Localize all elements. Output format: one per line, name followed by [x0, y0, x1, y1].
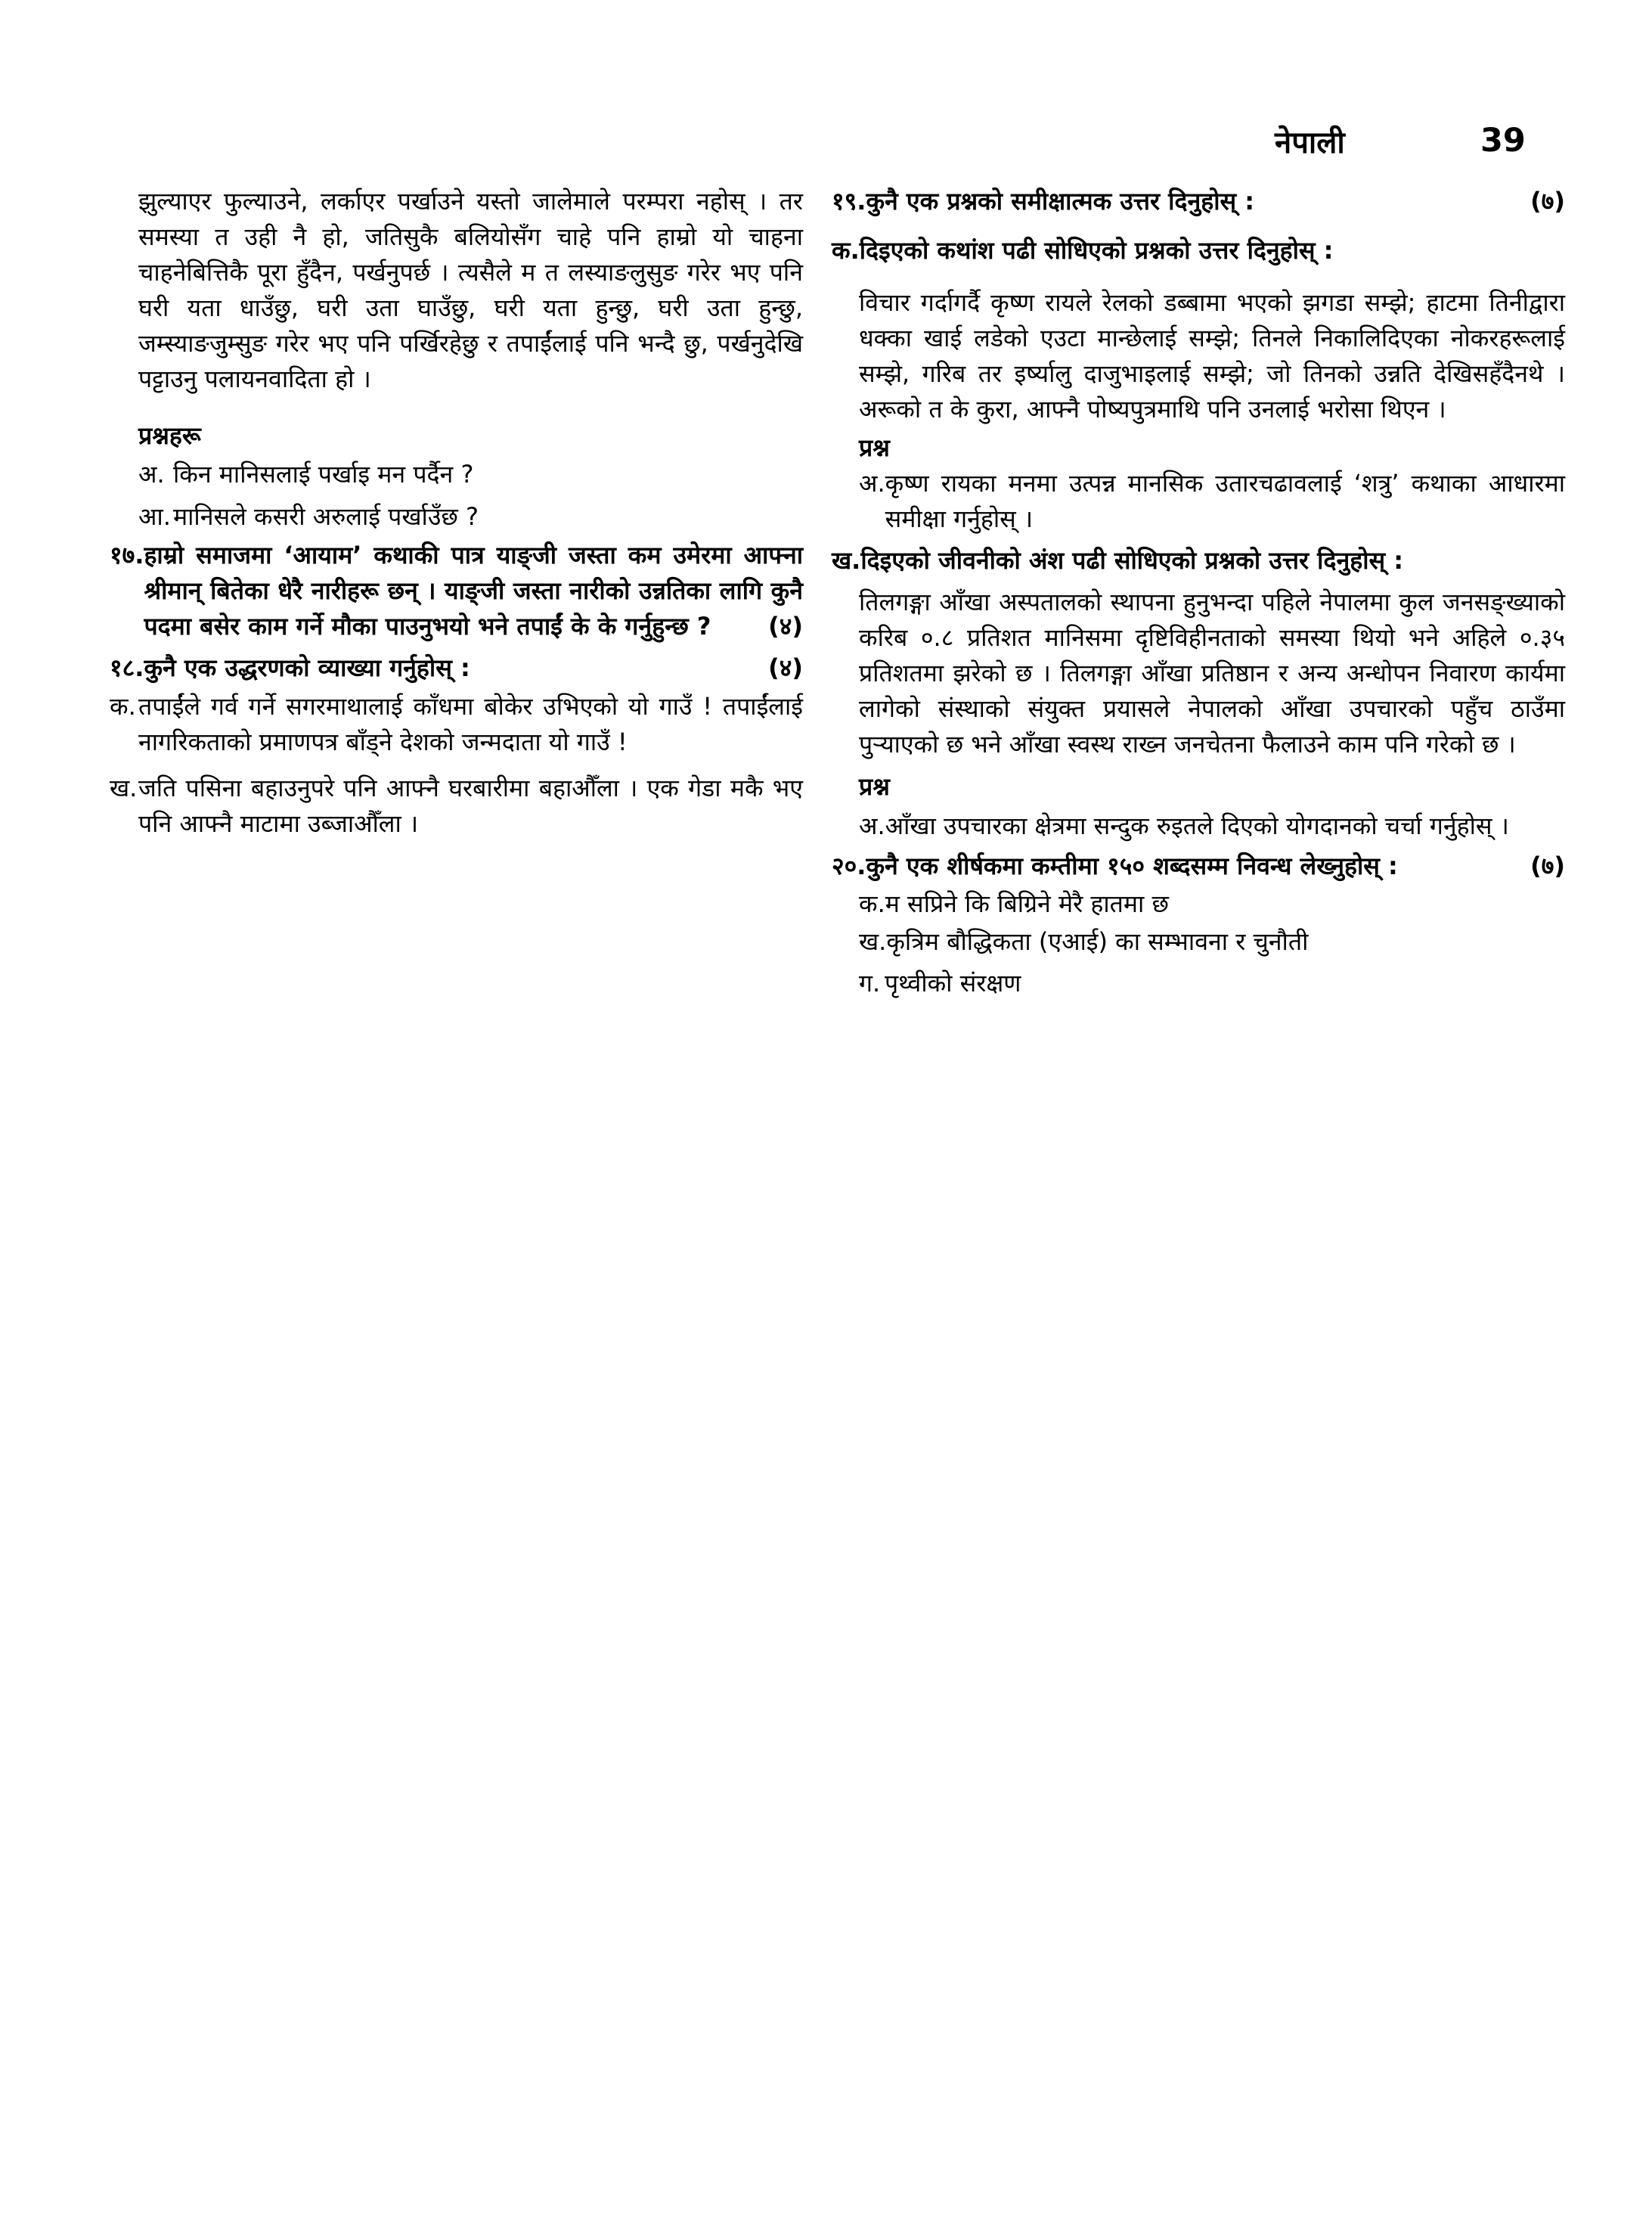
question-18-text: कुनै एक उद्धरणको व्याख्या गर्नुहोस् : — [144, 653, 470, 682]
sub-question-label: अ. — [138, 460, 165, 489]
question-19-marks: (७) — [1530, 187, 1565, 216]
part-label: ख. — [832, 546, 861, 575]
question-18-number: १८. — [110, 653, 144, 682]
part-heading: दिइएको जीवनीको अंश पढी सोधिएको प्रश्नको उत्तर दिनुहोस् : — [860, 546, 1404, 575]
question-20-option-ka — [859, 886, 1565, 922]
questions-heading: प्रश्नहरू — [138, 421, 201, 450]
question-20-marks: (७) — [1530, 852, 1565, 880]
option-label: ख. — [110, 774, 138, 802]
page-header-subject: नेपाली — [1275, 126, 1345, 160]
sub-question-label: अ. — [859, 469, 885, 498]
question-20-option-kha — [859, 924, 1565, 960]
question-18-option-ka — [110, 689, 803, 760]
right-column — [832, 184, 1565, 1001]
passage-sub-question — [859, 466, 1565, 537]
question-20-option-ga — [859, 966, 1565, 1001]
sub-question-label: अ. — [859, 811, 885, 840]
intro-paragraph: झुल्याएर फुल्याउने, लर्काएर पर्खाउने यस्तो जालेमाले परम्परा नहोस् । तर समस्या त उही नै हो, जतिसुकै बलियोसँग चाहे पनि हाम्रो यो चाहना चाहनेबित्तिकै पूरा हुँदैन, पर्खनुपर्छ । त्यसैले म त लस्याङलुसुङ गरेर भए पनि घरी यता धाउँछु, घरी उता घाउँछु, घरी यता हुन्छु, घरी उता हुन्छु, जम्स्याङजुम्सुङ गरेर भए पनि पर्खिरहेछु र तपाईंलाई पनि भन्दै छु, पर्खनुदेखि पट्टाउनु पलायनवादिता हो । — [138, 187, 803, 393]
part-heading: दिइएको कथांश पढी सोधिएको प्रश्नको उत्तर दिनुहोस् : — [859, 236, 1334, 265]
sub-question-label: आ. — [138, 502, 171, 531]
question-19-part-a — [832, 233, 1565, 268]
option-label: ख. — [859, 927, 887, 956]
sub-question-text: मानिसले कसरी अरुलाई पर्खाउँछ ? — [173, 502, 479, 531]
question-20-text: कुनै एक शीर्षकमा कम्तीमा १५० शब्दसम्म निवन्ध लेख्नुहोस् : — [866, 852, 1398, 880]
question-17-number: १७. — [110, 541, 144, 569]
passage-question-heading: प्रश्न — [859, 772, 890, 801]
sub-question-text: किन मानिसलाई पर्खाइ मन पर्दैन ? — [173, 460, 474, 489]
question-20 — [832, 849, 1565, 884]
option-text: तपाईंले गर्व गर्ने सगरमाथालाई काँधमा बोकेर उभिएको यो गाउँ ! तपाईंलाई नागरिकताको प्रमाणपत्र बाँड्ने देशको जन्मदाता यो गाउँ ! — [138, 692, 803, 756]
question-19-text: कुनै एक प्रश्नको समीक्षात्मक उत्तर दिनुहोस् : — [866, 187, 1255, 216]
question-18-marks: (४) — [768, 653, 803, 682]
question-17-text: हाम्रो समाजमा ‘आयाम’ कथाकी पात्र याङ्जी जस्ता कम उमेरमा आफ्ना श्रीमान् बितेका धेरै नारीहरू छन् । याङ्जी जस्ता नारीको उन्नतिका लागि कुनै पदमा बसेर काम गर्ने मौका पाउनुभयो भने तपाईं के के गर्नुहुन्छ ? — [144, 541, 803, 641]
sub-question-a — [138, 457, 803, 492]
sub-question-aa — [138, 499, 803, 535]
sub-question-text: कृष्ण रायका मनमा उत्पन्न मानसिक उतारचढावलाई ‘शत्रु’ कथाका आधारमा समीक्षा गर्नुहोस् । — [885, 469, 1565, 533]
sub-question-text: आँखा उपचारका क्षेत्रमा सन्दुक रुइतले दिएको योगदानको चर्चा गर्नुहोस् । — [885, 811, 1509, 840]
passage-sub-question — [859, 808, 1565, 844]
question-19-part-b — [832, 543, 1565, 579]
question-20-number: २०. — [832, 852, 866, 880]
question-19 — [832, 184, 1565, 219]
story-passage: विचार गर्दागर्दै कृष्ण रायले रेलको डब्बामा भएको झगडा सम्झे; हाटमा तिनीद्वारा धक्का खाई लडेको एउटा मान्छेलाई सम्झे; तिनले निकालिदिएका नोकरहरूलाई सम्झे, गरिब तर इर्ष्यालु दाजुभाइलाई सम्झे; जो तिनको उन्नति देखिसहँदैनथे । अरूको त के कुरा, आफ्नै पोष्यपुत्रमाथि पनि उनलाई भरोसा थिएन । — [859, 288, 1565, 424]
option-text: म सप्रिने कि बिग्रिने मेरै हातमा छ — [885, 889, 1169, 918]
option-label: ग. — [859, 969, 881, 998]
question-17 — [110, 538, 803, 644]
left-column — [110, 184, 803, 842]
option-label: क. — [110, 692, 136, 721]
part-label: क. — [832, 236, 860, 265]
option-text: कृत्रिम बौद्धिकता (एआई) का सम्भावना र चुनौती — [886, 927, 1309, 956]
question-18-option-kha — [110, 771, 803, 842]
passage-question-heading: प्रश्न — [859, 433, 890, 462]
question-17-marks: (४) — [768, 612, 803, 641]
question-19-number: १९. — [832, 187, 866, 216]
option-text: पृथ्वीको संरक्षण — [885, 969, 1021, 998]
option-label: क. — [859, 889, 885, 918]
page-number: 39 — [1480, 122, 1526, 160]
question-18 — [110, 650, 803, 686]
biography-passage: तिलगङ्गा आँखा अस्पतालको स्थापना हुनुभन्दा पहिले नेपालमा कुल जनसङ्ख्याको करिब ०.८ प्रतिशत मानिसमा दृष्टिविहीनताको समस्या थियो भने अहिले ०.३५ प्रतिशतमा झरेको छ । तिलगङ्गा आँखा प्रतिष्ठान र अन्य अन्धोपन निवारण कार्यमा लागेको संस्थाको संयुक्त प्रयासले नेपालको आँखा उपचारको पहुँच ठाउँमा पुऱ्याएको छ भने आँखा स्वस्थ राख्न जनचेतना फैलाउने काम पनि गरेको छ । — [859, 588, 1565, 759]
option-text: जति पसिना बहाउनुपरे पनि आफ्नै घरबारीमा बहाऔँला । एक गेडा मकै भए पनि आफ्नै माटामा उब्जाऔँला । — [138, 774, 803, 838]
